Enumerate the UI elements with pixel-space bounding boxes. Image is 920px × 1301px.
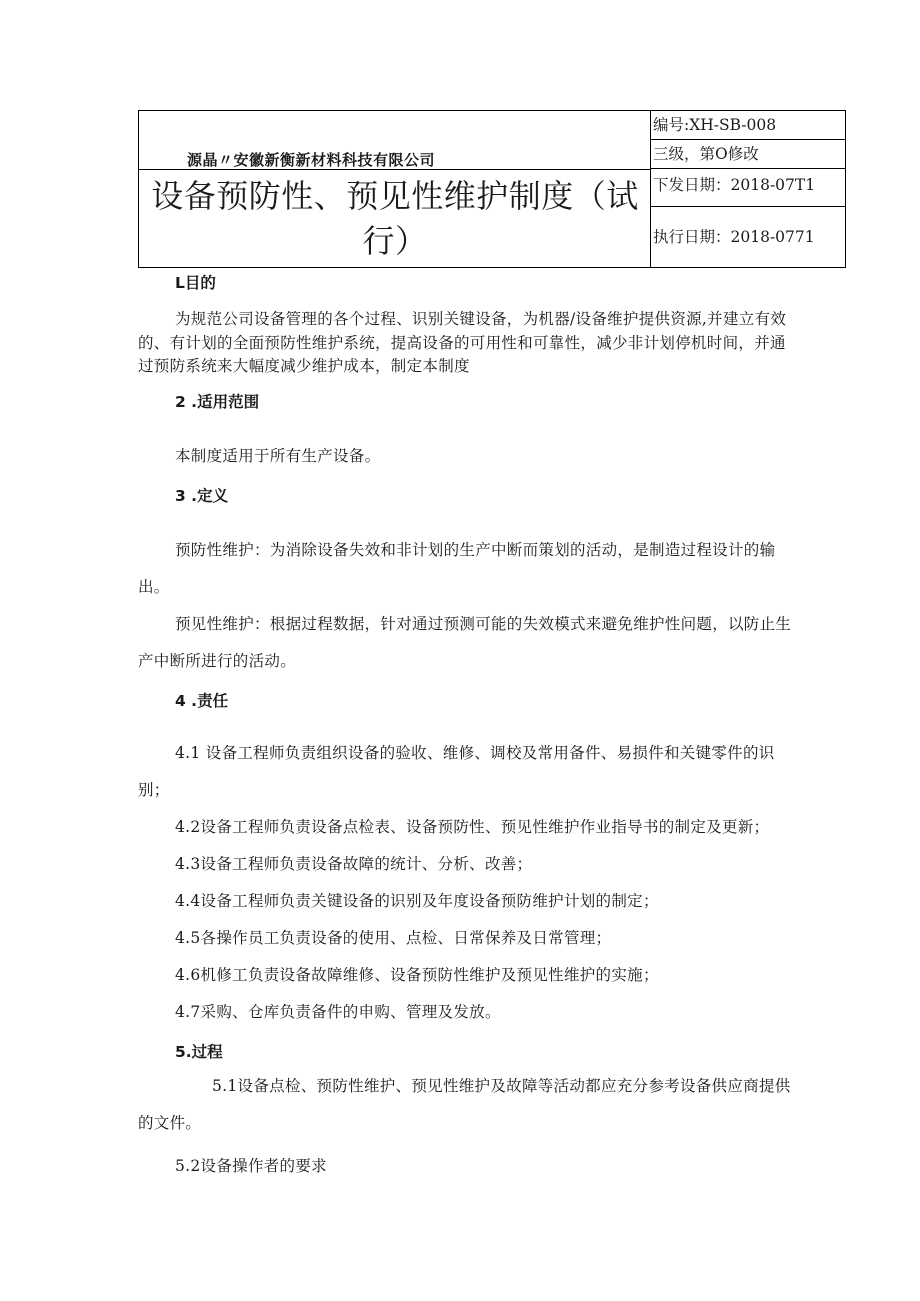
document-title-line-2: 行）	[362, 222, 428, 260]
revision-level: 三级，第O修改	[651, 140, 845, 169]
purpose-text-line-1: 为规范公司设备管理的各个过程、识别关键设备，为机器/设备维护提供资源,并建立有效	[175, 310, 787, 328]
section-heading-process: 5.过程	[175, 1043, 223, 1061]
responsibility-item-4-4: 4.4设备工程师负责关键设备的识别及年度设备预防维护计划的制定；	[175, 892, 659, 910]
definition-preventive-line-2: 出。	[138, 578, 170, 596]
definition-predictive-line-2: 产中断所进行的活动。	[138, 652, 297, 670]
purpose-text-line-3: 过预防系统来大幅度减少维护成本，制定本制度	[138, 357, 470, 375]
section-heading-purpose: L目的	[175, 274, 216, 292]
responsibility-item-4-1-line-1: 4.1 设备工程师负责组织设备的验收、维修、调校及常用备件、易损件和关键零件的识	[175, 744, 775, 762]
process-item-5-1-line-1: 5.1设备点检、预防性维护、预见性维护及故障等活动都应充分参考设备供应商提供	[212, 1077, 791, 1095]
responsibility-item-4-5: 4.5各操作员工负责设备的使用、点检、日常保养及日常管理；	[175, 929, 612, 947]
document-number: 编号:XH-SB-008	[651, 111, 845, 140]
issue-date: 下发日期：2018-07T1	[651, 169, 845, 207]
definition-preventive-line-1: 预防性维护：为消除设备失效和非计划的生产中断而策划的活动，是制造过程设计的输	[175, 541, 776, 559]
company-name: 源晶〃安徽新衡新材料科技有限公司	[187, 151, 436, 169]
document-title	[139, 174, 651, 264]
responsibility-item-4-1-line-2: 别；	[138, 781, 170, 799]
responsibility-item-4-6: 4.6机修工负责设备故障维修、设备预防性维护及预见性维护的实施；	[175, 966, 659, 984]
section-heading-definition: 3 .定义	[175, 487, 229, 505]
document-header-table	[138, 110, 846, 268]
header-divider	[139, 169, 650, 170]
effective-date: 执行日期：2018-0771	[653, 228, 815, 246]
scope-text: 本制度适用于所有生产设备。	[175, 447, 381, 465]
responsibility-item-4-7: 4.7采购、仓库负责备件的申购、管理及发放。	[175, 1003, 501, 1021]
header-right-cells	[651, 111, 845, 267]
responsibility-item-4-2: 4.2设备工程师负责设备点检表、设备预防性、预见性维护作业指导书的制定及更新；	[175, 818, 770, 836]
header-left-cell	[139, 111, 651, 267]
purpose-text-line-2: 的、有计划的全面预防性维护系统，提高设备的可用性和可靠性，减少非计划停机时间，并通	[138, 334, 786, 352]
process-item-5-1-line-2: 的文件。	[138, 1114, 202, 1132]
process-item-5-2: 5.2设备操作者的要求	[175, 1157, 327, 1175]
section-heading-scope: 2 .适用范围	[175, 393, 260, 411]
document-title-line-1: 设备预防性、预见性维护制度（试	[151, 177, 639, 215]
responsibility-item-4-3: 4.3设备工程师负责设备故障的统计、分析、改善；	[175, 855, 533, 873]
definition-predictive-line-1: 预见性维护：根据过程数据，针对通过预测可能的失效模式来避免维护性问题，以防止生	[175, 615, 792, 633]
section-heading-responsibility: 4 .责任	[175, 692, 229, 710]
